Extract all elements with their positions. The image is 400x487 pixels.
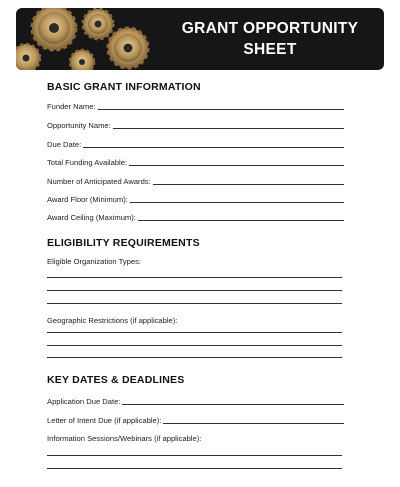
- org-types-label: Eligible Organization Types:: [47, 257, 141, 266]
- field-label: Opportunity Name:: [47, 121, 111, 130]
- fill-line[interactable]: [122, 404, 344, 405]
- gears-icon: [16, 8, 166, 70]
- geo-line-2[interactable]: [47, 345, 342, 346]
- section-heading-basic: BASIC GRANT INFORMATION: [47, 81, 201, 93]
- section-heading-dates: KEY DATES & DEADLINES: [47, 374, 185, 386]
- award-ceiling-field[interactable]: [47, 211, 344, 222]
- org-types-line-1[interactable]: [47, 277, 342, 278]
- info-sessions-line-2[interactable]: [47, 468, 342, 469]
- due-date-field[interactable]: [47, 138, 344, 149]
- section-heading-eligibility: ELIGIBILITY REQUIREMENTS: [47, 237, 200, 249]
- fill-line[interactable]: [163, 423, 344, 424]
- info-sessions-line-1[interactable]: [47, 455, 342, 456]
- funder-name-field[interactable]: [47, 100, 344, 111]
- info-sessions-label: Information Sessions/Webinars (if applicable):: [47, 434, 202, 443]
- org-types-line-2[interactable]: [47, 290, 342, 291]
- header-banner: [16, 8, 384, 70]
- award-floor-field[interactable]: [47, 193, 344, 204]
- title-line-2: SHEET: [243, 41, 297, 58]
- fill-line[interactable]: [153, 184, 344, 185]
- field-label: Number of Anticipated Awards:: [47, 177, 151, 186]
- geo-line-3[interactable]: [47, 357, 342, 358]
- fill-line[interactable]: [130, 202, 344, 203]
- field-label: Letter of Intent Due (if applicable):: [47, 416, 162, 425]
- fill-line[interactable]: [98, 109, 344, 110]
- org-types-line-3[interactable]: [47, 303, 342, 304]
- fill-line[interactable]: [129, 165, 344, 166]
- field-label: Award Floor (Minimum):: [47, 195, 128, 204]
- field-label: Award Ceiling (Maximum):: [47, 213, 136, 222]
- fill-line[interactable]: [138, 220, 344, 221]
- page-title: [156, 18, 384, 60]
- fill-line[interactable]: [83, 147, 344, 148]
- anticipated-awards-field[interactable]: [47, 175, 344, 186]
- letter-of-intent-field[interactable]: [47, 414, 344, 425]
- opportunity-name-field[interactable]: [47, 119, 344, 130]
- geo-line-1[interactable]: [47, 332, 342, 333]
- application-due-field[interactable]: [47, 395, 344, 406]
- title-line-1: GRANT OPPORTUNITY: [181, 20, 359, 37]
- total-funding-field[interactable]: [47, 156, 344, 167]
- field-label: Due Date:: [47, 140, 82, 149]
- field-label: Funder Name:: [47, 102, 96, 111]
- field-label: Application Due Date:: [47, 397, 121, 406]
- field-label: Total Funding Available:: [47, 158, 128, 167]
- geo-restrictions-label: Geographic Restrictions (if applicable):: [47, 316, 178, 325]
- fill-line[interactable]: [113, 128, 344, 129]
